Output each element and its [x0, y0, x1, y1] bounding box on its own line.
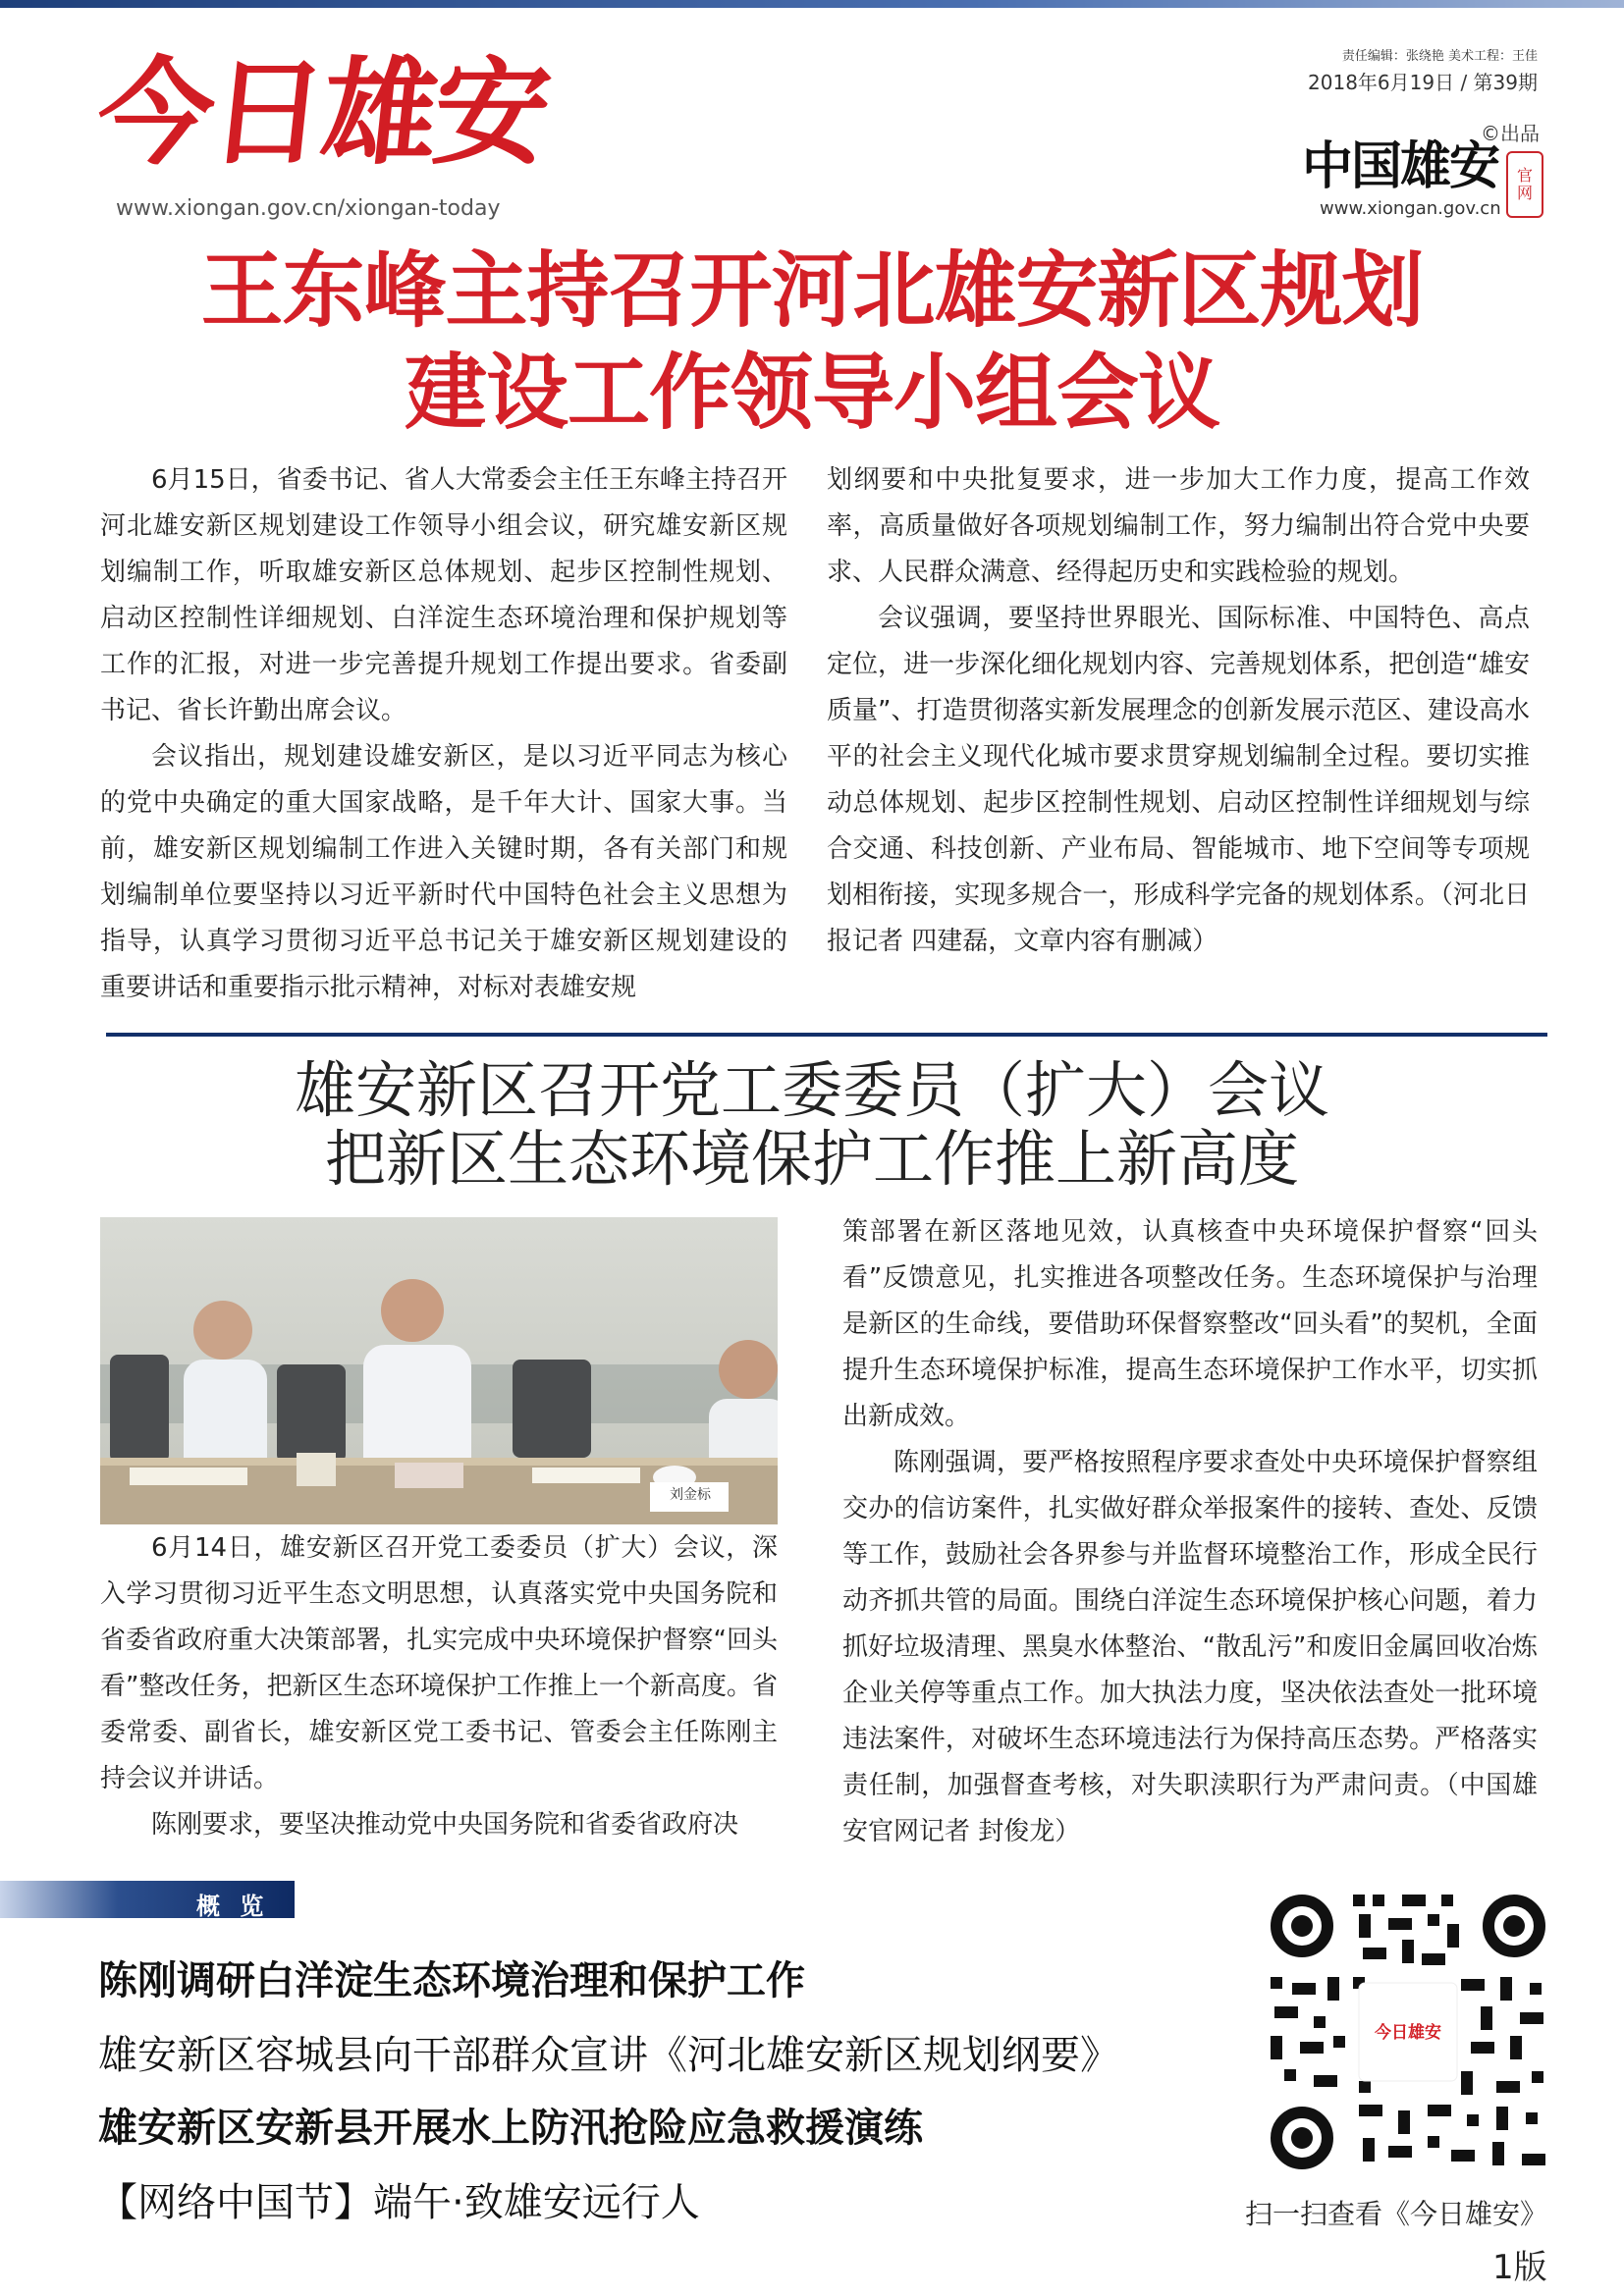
- article1-paragraph: 6月15日，省委书记、省人大常委会主任王东峰主持召开河北雄安新区规划建设工作领导小组会议，研究雄安新区规划编制工作，听取雄安新区总体规划、起步区控制性规划、启动区控制性详细规划、白洋淀生态环境治理和保护规划等工作的汇报，对进一步完善提升规划工作提出要求。省委副书记、省长许勤出席会议。: [100, 465, 787, 725]
- qr-center-logo: 今日雄安: [1375, 2023, 1441, 2043]
- qr-code[interactable]: [1265, 1889, 1551, 2175]
- editor-credits: 责任编辑：张绕艳 美术工程：王佳: [1341, 49, 1538, 64]
- overview-item-3[interactable]: 雄安新区安新县开展水上防汛抢险应急救援演练: [98, 2106, 923, 2151]
- overview-item-2[interactable]: 雄安新区容城县向干部群众宣讲《河北雄安新区规划纲要》: [98, 2033, 1119, 2078]
- seal-char-1: 官: [1516, 165, 1533, 185]
- article2-paragraph: 6月14日，雄安新区召开党工委委员（扩大）会议，深入学习贯彻习近平生态文明思想，认真落实党中央国务院和省委省政府重大决策部署，扎实完成中央环境保护督察“回头看”整改任务，把新区生态环境保护工作推上一个新高度。省委常委、副省长，雄安新区党工委书记、管委会主任陈刚主持会议并讲话。: [100, 1533, 778, 1793]
- article1-paragraph: 划纲要和中央批复要求，进一步加大工作力度，提高工作效率，高质量做好各项规划编制工作，努力编制出符合党中央要求、人民群众满意、经得起历史和实践检验的规划。: [827, 465, 1530, 587]
- china-xiongan-logo: 中国雄安: [1302, 136, 1499, 196]
- article2-column-1: [100, 1525, 778, 1848]
- article1-headline-line2: 建设工作领导小组会议: [404, 345, 1219, 441]
- china-xiongan-url[interactable]: www.xiongan.gov.cn: [1320, 198, 1501, 219]
- nameplate-text: 刘金标: [670, 1487, 711, 1503]
- article1-headline-line1: 王东峰主持召开河北雄安新区规划: [200, 242, 1424, 339]
- issue-date: 2018年6月19日 / 第39期: [1308, 71, 1538, 94]
- qr-caption: 扫一扫查看《今日雄安》: [1245, 2198, 1548, 2230]
- top-color-bar: [0, 0, 1624, 8]
- producer-note: ©出品: [1481, 122, 1540, 145]
- article1-paragraph: 会议强调，要坚持世界眼光、国际标准、中国特色、高点定位，进一步深化细化规划内容、完善规划体系，把创造“雄安质量”、打造贯彻落实新发展理念的创新发展示范区、建设高水平的社会主义现代化城市要求贯穿规划编制全过程。要切实推动总体规划、起步区控制性规划、启动区控制性详细规划与综合交通、科技创新、产业布局、智能城市、地下空间等专项规划相衔接，实现多规合一，形成科学完备的规划体系。（河北日报记者 四建磊，文章内容有删减）: [827, 604, 1530, 956]
- article1-paragraph: 会议指出，规划建设雄安新区，是以习近平同志为核心的党中央确定的重大国家战略，是千年大计、国家大事。当前，雄安新区规划编制工作进入关键时期，各有关部门和规划编制单位要坚持以习近平新时代中国特色社会主义思想为指导，认真学习贯彻习近平总书记关于雄安新区规划建设的重要讲话和重要指示批示精神，对标对表雄安规: [100, 742, 787, 1002]
- masthead-logo: 今日雄安: [90, 44, 554, 181]
- overview-item-4[interactable]: 【网络中国节】端午·致雄安远行人: [98, 2180, 700, 2225]
- section-divider: [106, 1033, 1547, 1037]
- masthead-url[interactable]: www.xiongan.gov.cn/xiongan-today: [116, 196, 501, 221]
- page-number: 1版: [1492, 2248, 1547, 2287]
- article2-paragraph: 陈刚强调，要严格按照程序要求查处中央环境保护督察组交办的信访案件，扎实做好群众举报案件的接转、查处、反馈等工作，鼓励社会各界参与并监督环境整治工作，形成全民行动齐抓共管的局面。围绕白洋淀生态环境保护核心问题，着力抓好垃圾清理、黑臭水体整治、“散乱污”和废旧金属回收冶炼企业关停等重点工作。加大执法力度，坚决依法查处一批环境违法案件，对破坏生态环境违法行为保持高压态势。严格落实责任制，加强督查考核，对失职渎职行为严肃问责。（中国雄安官网记者 封俊龙）: [842, 1448, 1538, 1846]
- meeting-photo: [100, 1217, 778, 1524]
- overview-item-1[interactable]: 陈刚调研白洋淀生态环境治理和保护工作: [98, 1958, 805, 2003]
- official-site-seal: [1506, 151, 1543, 218]
- article2-column-2: [842, 1209, 1538, 1855]
- overview-label: 概 览: [196, 1893, 270, 1920]
- article1-column-2: [827, 457, 1530, 965]
- article2-headline-line2: 把新区生态环境保护工作推上新高度: [324, 1123, 1299, 1195]
- seal-char-2: 网: [1516, 184, 1533, 202]
- article2-headline-line1: 雄安新区召开党工委委员（扩大）会议: [294, 1054, 1329, 1126]
- article2-paragraph: 策部署在新区落地见效，认真核查中央环境保护督察“回头看”反馈意见，扎实推进各项整改任务。生态环境保护与治理是新区的生命线，要借助环保督察整改“回头看”的契机，全面提升生态环境保护标准，提高生态环境保护工作水平，切实抓出新成效。: [842, 1217, 1538, 1431]
- article1-column-1: [100, 457, 787, 1011]
- article2-paragraph: 陈刚要求，要坚决推动党中央国务院和省委省政府决: [151, 1810, 739, 1840]
